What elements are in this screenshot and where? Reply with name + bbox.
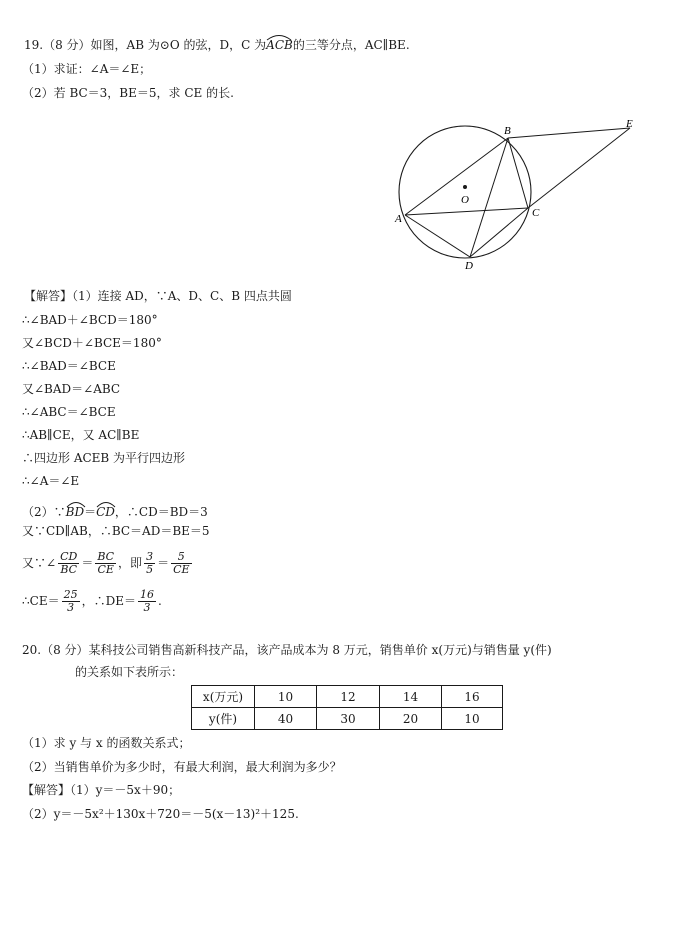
circle-o xyxy=(399,126,531,258)
label-c: C xyxy=(532,207,540,219)
q19-sub2: （2）若 BC＝3，BE＝5，求 CE 的长. xyxy=(22,86,234,100)
q19-arc-acb: ACB xyxy=(266,38,293,52)
sol19-line7: ∴AB∥CE，又 AC∥BE xyxy=(22,428,140,442)
table-header-y: y(件) xyxy=(192,708,255,730)
label-o: O xyxy=(461,194,469,206)
table-row xyxy=(192,708,503,730)
sol19-line4: ∴∠BAD＝∠BCE xyxy=(22,359,116,373)
sol19-line5: 又∠BAD＝∠ABC xyxy=(22,382,121,396)
arc-cd: CD xyxy=(96,505,115,519)
arc-mark-icon xyxy=(266,33,292,41)
center-dot xyxy=(463,185,467,189)
q20-answer2: （2）y＝－5x²＋130x＋720＝－5(x－13)²＋125. xyxy=(22,807,299,821)
q19-sub1: （1）求证：∠A＝∠E； xyxy=(22,62,152,76)
fraction-cd-bc: $\frac{CD}{BC}$ xyxy=(60,550,78,576)
table-cell: 40 xyxy=(255,708,317,730)
sol19-part2-line3: 又∵∠ $\frac{CD}{BC}$ ＝ $\frac{BC}{CE}$ ，即 $\frac{3}{5}$ ＝ $\frac{5}{CE}$ xyxy=(22,550,190,576)
arc-bd: BD xyxy=(66,505,84,519)
table-cell: 14 xyxy=(380,686,442,708)
q19-title-tail: 的三等分点，AC∥BE. xyxy=(292,38,410,52)
sol19-part2-line2: 又∵CD∥AB，∴BC＝AD＝BE＝5 xyxy=(22,524,210,538)
q20-sub2: （2）当销售单价为多少时，有最大利润，最大利润为多少？ xyxy=(22,760,342,774)
segment-ce xyxy=(528,128,630,208)
fraction-bc-ce: $\frac{BC}{CE}$ xyxy=(97,550,115,576)
sol19-line8: ∴四边形 ACEB 为平行四边形 xyxy=(22,451,186,465)
label-d: D xyxy=(465,260,473,272)
fraction-3-5: $\frac{3}{5}$ xyxy=(146,550,154,576)
q20-answer1: 【解答】（1）y＝－5x＋90； xyxy=(22,783,181,797)
chord-dc xyxy=(470,208,528,257)
table-row xyxy=(192,686,503,708)
fraction-16-3: $\frac{16}{3}$ xyxy=(139,588,154,614)
chord-bd xyxy=(470,138,508,257)
table-cell: 12 xyxy=(317,686,380,708)
chord-ac xyxy=(405,208,528,215)
table-cell: 16 xyxy=(442,686,503,708)
fraction-25-3: $\frac{25}{3}$ xyxy=(63,588,78,614)
fraction-5-ce: $\frac{5}{CE}$ xyxy=(173,550,190,576)
table-header-x: x(万元) xyxy=(192,686,255,708)
label-a: A xyxy=(395,213,402,225)
circle-figure xyxy=(390,118,650,278)
sol19-part2-line4: ∴CE＝ $\frac{25}{3}$ ，∴DE＝ $\frac{16}{3}$ . xyxy=(22,588,162,614)
q20-title: 20.（8 分）某科技公司销售高新科技产品，该产品成本为 8 万元，销售单价 x(万元)与销售量 y(件) xyxy=(22,643,552,657)
sol19-line3: 又∠BCD＋∠BCE＝180° xyxy=(22,336,162,350)
segment-be xyxy=(508,128,630,138)
table-cell: 20 xyxy=(380,708,442,730)
chord-bc xyxy=(508,138,528,208)
sol19-part2-line1: （2）∵ BD＝ CD，∴CD＝BD＝3 xyxy=(22,505,208,519)
q20-title-cont: 的关系如下表所示： xyxy=(75,665,184,679)
table-cell: 10 xyxy=(442,708,503,730)
table-cell: 30 xyxy=(317,708,380,730)
sol19-line2: ∴∠BAD＋∠BCD＝180° xyxy=(22,313,158,327)
q20-sub1: （1）求 y 与 x 的函数关系式； xyxy=(22,736,191,750)
sol19-line1: 【解答】（1）连接 AD，∵A、D、C、B 四点共圆 xyxy=(24,289,292,303)
arc-mark-icon xyxy=(96,500,116,508)
chord-ad xyxy=(405,215,470,257)
q19-title xyxy=(24,38,410,52)
sol19-line6: ∴∠ABC＝∠BCE xyxy=(22,405,116,419)
data-table xyxy=(191,685,503,730)
label-e: E xyxy=(626,118,633,130)
arc-mark-icon xyxy=(66,500,86,508)
q19-title-text: 19.（8 分）如图，AB 为⊙O 的弦，D，C 为 xyxy=(24,38,267,52)
chord-ab xyxy=(405,138,508,215)
table-cell: 10 xyxy=(255,686,317,708)
label-b: B xyxy=(504,125,511,137)
sol19-line9: ∴∠A＝∠E xyxy=(22,474,80,488)
